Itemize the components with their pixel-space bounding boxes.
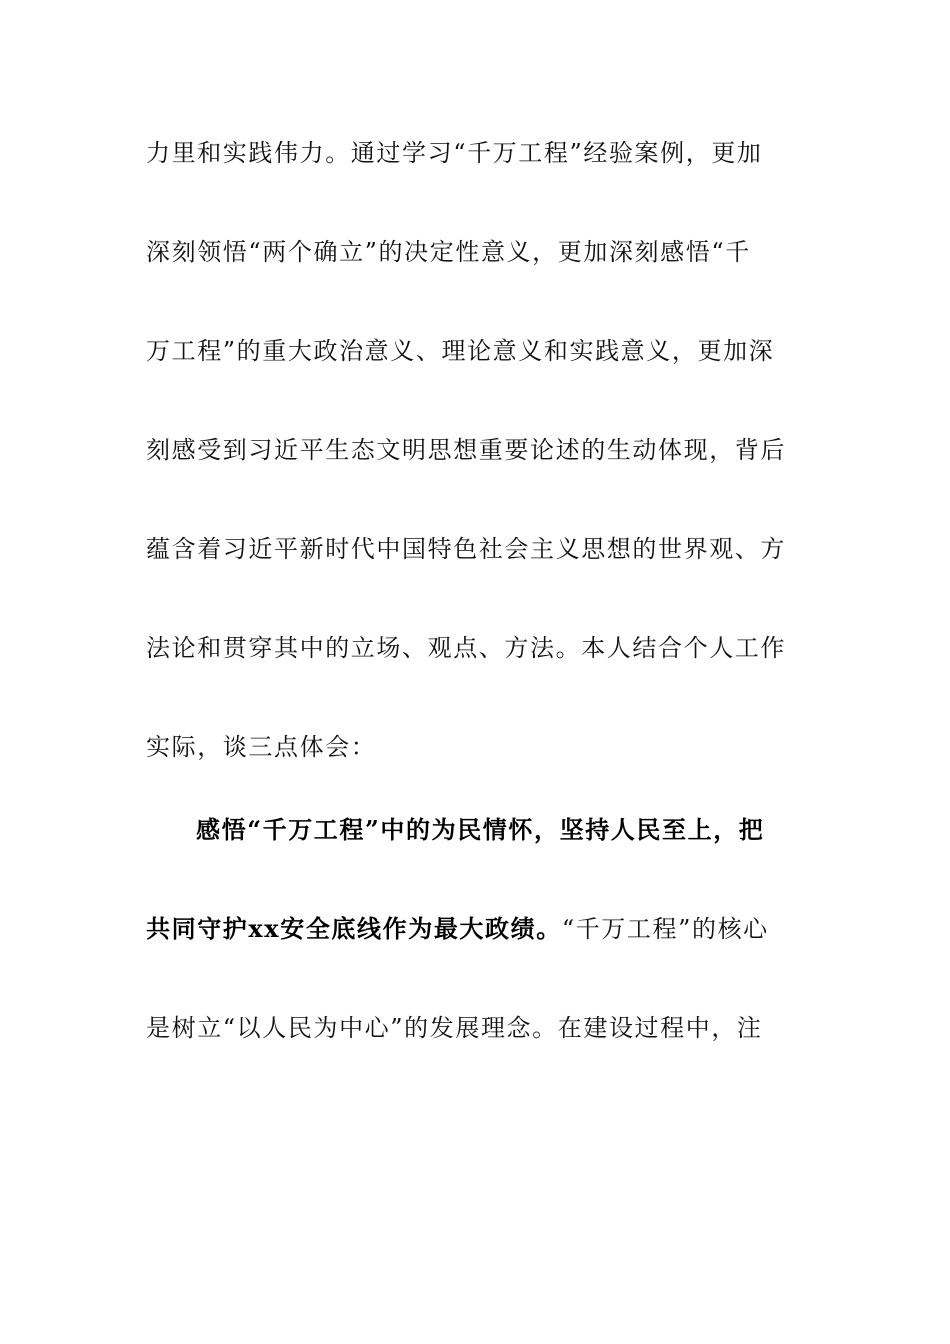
paragraph-line: 刻感受到习近平生态文明思想重要论述的生动体现，背后 xyxy=(146,436,786,464)
paragraph-line: 实际，谈三点体会： xyxy=(146,733,377,761)
paragraph-line: 是树立“以人民为中心”的发展理念。在建设过程中，注 xyxy=(146,1014,763,1042)
paragraph-text: “千万工程”的核心 xyxy=(561,915,769,943)
paragraph-line: 蕴含着习近平新时代中国特色社会主义思想的世界观、方 xyxy=(146,535,786,563)
paragraph-line: 力里和实践伟力。通过学习“千万工程”经验案例，更加 xyxy=(146,139,763,167)
paragraph-line: 深刻领悟“两个确立”的决定性意义，更加深刻感悟“千 xyxy=(146,238,751,266)
section-heading-bold-text: 共同守护xx安全底线作为最大政绩。 xyxy=(146,914,562,943)
section-heading-line: 感悟“千万工程”中的为民情怀，坚持人民至上，把 xyxy=(196,815,765,844)
paragraph-line: 法论和贯穿其中的立场、观点、方法。本人结合个人工作 xyxy=(146,634,786,662)
section-heading-continuation xyxy=(146,909,806,949)
paragraph-line: 万工程”的重大政治意义、理论意义和实践意义，更加深 xyxy=(146,337,775,365)
